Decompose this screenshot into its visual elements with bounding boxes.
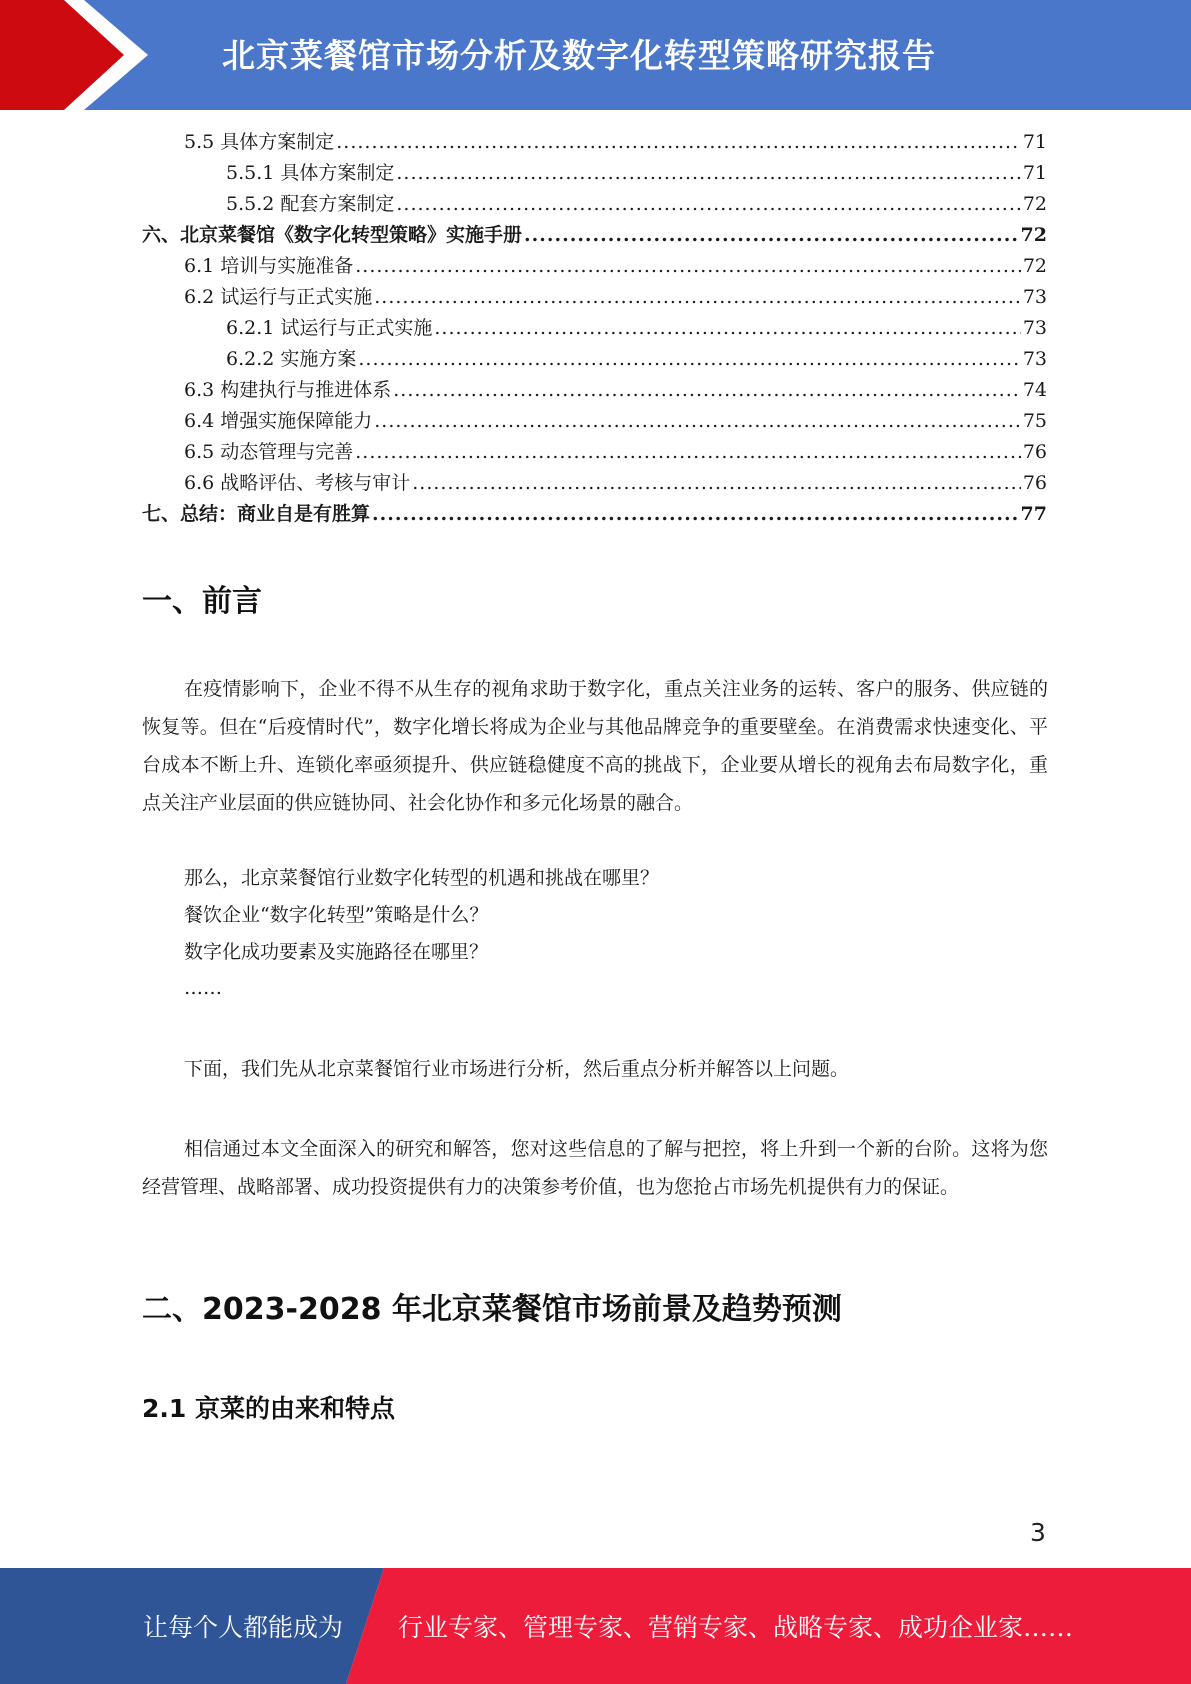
- toc-entry-label: 6.3 构建执行与推进体系: [184, 379, 392, 401]
- footer-slogan-left: 让每个人都能成为: [143, 1613, 344, 1642]
- toc-entry[interactable]: [184, 127, 1047, 158]
- toc-leader: [355, 251, 1021, 282]
- toc-entry[interactable]: [226, 158, 1047, 189]
- toc-entry-page: 72: [1020, 224, 1047, 246]
- toc-entry[interactable]: [184, 375, 1047, 406]
- toc-entry-page: 71: [1022, 131, 1047, 153]
- toc-entry-page: 76: [1022, 441, 1047, 463]
- toc-leader: [358, 344, 1020, 375]
- toc-entry[interactable]: [226, 189, 1047, 220]
- toc-entry-page: 76: [1022, 472, 1047, 494]
- toc-entry[interactable]: [184, 437, 1047, 468]
- toc-leader: [372, 499, 1019, 530]
- toc-entry[interactable]: [226, 313, 1047, 344]
- section-heading-preface: 一、前言: [142, 584, 262, 619]
- toc-entry-label: 七、总结：商业自是有胜算: [142, 503, 371, 525]
- toc-entry-label: 5.5.2 配套方案制定: [226, 193, 395, 215]
- preface-paragraph: 在疫情影响下，企业不得不从生存的视角求助于数字化，重点关注业务的运转、客户的服务、供应链的恢复等。但在“后疫情时代”，数字化增长将成为企业与其他品牌竞争的重要壁垒。在消费需求快速变化、平台成本不断上升、连锁化率亟须提升、供应链稳健度不高的挑战下，企业要从增长的视角去布局数字化，重点关注产业层面的供应链协同、社会化协作和多元化场景的融合。: [142, 678, 1048, 814]
- toc-entry-label: 6.2.1 试运行与正式实施: [226, 317, 433, 339]
- toc-entry[interactable]: [184, 406, 1047, 437]
- question-item: 那么，北京菜餐馆行业数字化转型的机遇和挑战在哪里？: [184, 867, 660, 889]
- toc-entry-page: 73: [1022, 286, 1047, 308]
- toc-leader: [393, 375, 1021, 406]
- report-title: 北京菜餐馆市场分析及数字化转型策略研究报告: [222, 36, 936, 75]
- question-ellipsis: ……: [184, 977, 222, 999]
- toc-entry-label: 5.5.1 具体方案制定: [226, 162, 395, 184]
- toc-entry[interactable]: [142, 220, 1047, 251]
- toc-entry-label: 5.5 具体方案制定: [184, 131, 335, 153]
- toc-entry-page: 73: [1022, 348, 1047, 370]
- page-number: 3: [1030, 1518, 1046, 1547]
- toc-entry-page: 77: [1020, 503, 1047, 525]
- toc-entry[interactable]: [184, 282, 1047, 313]
- intro-paragraph: 下面，我们先从北京菜餐馆行业市场进行分析，然后重点分析并解答以上问题。: [184, 1058, 850, 1080]
- toc-leader: [412, 468, 1021, 499]
- question-item: 数字化成功要素及实施路径在哪里？: [184, 941, 489, 963]
- closing-paragraph: 相信通过本文全面深入的研究和解答，您对这些信息的了解与把控，将上升到一个新的台阶。这将为您经营管理、战略部署、成功投资提供有力的决策参考价值，也为您抢占市场先机提供有力的保证。: [142, 1138, 1048, 1198]
- footer-banner: [0, 1568, 1191, 1684]
- toc-leader: [396, 158, 1020, 189]
- toc-leader: [396, 189, 1020, 220]
- toc-entry-label: 6.2 试运行与正式实施: [184, 286, 373, 308]
- header-banner: [0, 0, 1191, 110]
- question-item: 餐饮企业“数字化转型”策略是什么？: [184, 904, 489, 926]
- toc-entry-page: 72: [1022, 255, 1047, 277]
- toc-leader: [524, 220, 1019, 251]
- toc-entry-page: 73: [1022, 317, 1047, 339]
- toc-entry-page: 72: [1022, 193, 1047, 215]
- subsection-heading: 2.1 京菜的由来和特点: [142, 1394, 395, 1423]
- toc-entry-page: 75: [1022, 410, 1047, 432]
- toc-entry-label: 6.5 动态管理与完善: [184, 441, 354, 463]
- toc-entry-label: 6.1 培训与实施准备: [184, 255, 354, 277]
- toc-entry-page: 74: [1022, 379, 1047, 401]
- toc-leader: [355, 437, 1021, 468]
- toc-leader: [336, 127, 1021, 158]
- toc-leader: [434, 313, 1020, 344]
- toc-leader: [374, 406, 1021, 437]
- toc-entry-label: 6.2.2 实施方案: [226, 348, 357, 370]
- footer-slogan-right: 行业专家、管理专家、营销专家、战略专家、成功企业家……: [398, 1613, 1074, 1642]
- toc-entry-label: 6.4 增强实施保障能力: [184, 410, 373, 432]
- header-red-arrow-decoration: [0, 0, 150, 110]
- toc-entry[interactable]: [142, 499, 1047, 530]
- toc-entry-page: 71: [1022, 162, 1047, 184]
- toc-entry[interactable]: [184, 251, 1047, 282]
- toc-entry-label: 六、北京菜餐馆《数字化转型策略》实施手册: [142, 224, 523, 246]
- toc-leader: [374, 282, 1021, 313]
- toc-entry[interactable]: [226, 344, 1047, 375]
- section-heading-market-outlook: 二、2023-2028 年北京菜餐馆市场前景及趋势预测: [142, 1292, 842, 1327]
- toc-entry[interactable]: [184, 468, 1047, 499]
- toc-entry-label: 6.6 战略评估、考核与审计: [184, 472, 411, 494]
